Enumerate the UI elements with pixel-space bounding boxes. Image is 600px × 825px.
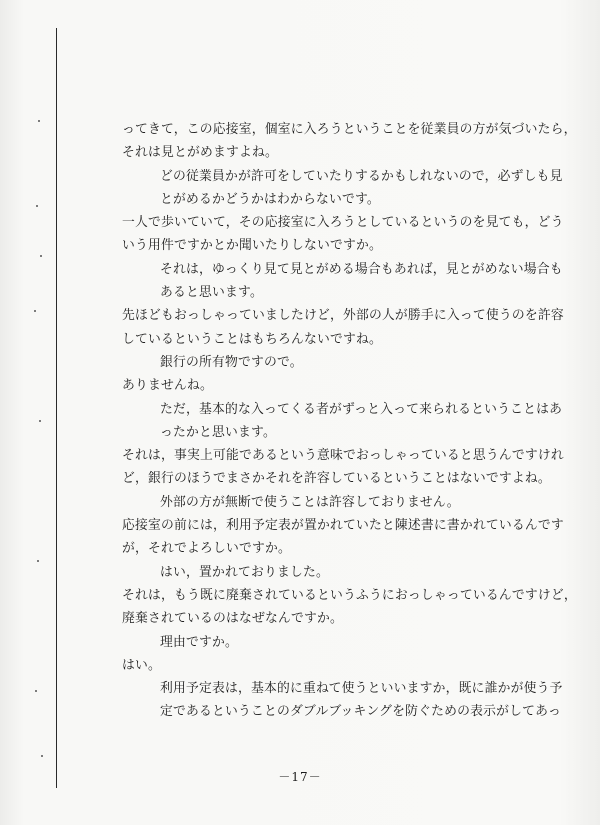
scan-speck: [39, 420, 41, 422]
scan-speck: [34, 310, 36, 312]
transcript-line: 理由ですか。: [160, 634, 238, 650]
transcript-line: 応接室の前には，利用予定表が置かれていたと陳述書に書かれているんです: [122, 518, 564, 534]
transcript-line: あると思います。: [160, 285, 263, 301]
scan-speck: [36, 205, 38, 207]
transcript-line: が，それでよろしいですか。: [122, 541, 291, 557]
transcript-line: ど，銀行のほうでまさかそれを許容しているということはないですよね。: [122, 471, 551, 487]
transcript-line: ってきて，この応接室，個室に入ろうということを従業員の方が気づいたら，: [122, 122, 577, 137]
transcript-line: ったかと思います。: [160, 424, 276, 440]
transcript-line: それは見とがめますよね。: [122, 145, 278, 161]
transcript-line: 銀行の所有物ですので。: [160, 354, 303, 370]
transcript-line: とがめるかどうかはわからないです。: [160, 191, 380, 207]
scan-speck: [41, 755, 43, 757]
transcript-line: はい。: [122, 657, 161, 673]
left-margin-line: [56, 28, 57, 788]
transcript-line: 利用予定表は，基本的に重ねて使うといいますか，既に誰かが使う予: [160, 681, 563, 697]
transcript-line: はい，置かれておりました。: [160, 564, 329, 580]
transcript-line: 廃棄されているのはなぜなんですか。: [122, 611, 343, 627]
transcript-line: ありませんね。: [122, 378, 213, 394]
transcript-line: それは，事実上可能であるという意味でおっしゃっていると思うんですけれ: [122, 448, 564, 464]
transcript-line: しているということはもちろんないですね。: [122, 331, 382, 347]
page-number: －17－: [278, 770, 322, 784]
scan-speck: [37, 560, 39, 562]
scan-speck: [35, 690, 37, 692]
scan-speck: [38, 120, 40, 122]
transcript-line: どの従業員かが許可をしていたりするかもしれないので，必ずしも見: [160, 168, 563, 184]
transcript-line: 定であるということのダブルブッキングを防ぐための表示がしてあっ: [160, 704, 561, 720]
scan-speck: [40, 255, 42, 257]
transcript-line: ただ，基本的な入ってくる者がずっと入って来られるということはあ: [160, 401, 563, 417]
transcript-body: [122, 118, 577, 724]
transcript-line: いう用件ですかとか聞いたりしないですか。: [122, 238, 382, 254]
transcript-line: 外部の方が無断で使うことは許容しておりません。: [160, 494, 460, 510]
transcript-line: 一人で歩いていて，その応接室に入ろうとしているというのを見ても，どう: [122, 215, 564, 231]
transcript-line: それは，もう既に廃棄されているというふうにおっしゃっているんですけど，: [122, 587, 577, 603]
transcript-line: それは，ゆっくり見て見とがめる場合もあれば，見とがめない場合も: [160, 261, 563, 277]
transcript-line: 先ほどもおっしゃっていましたけど，外部の人が勝手に入って使うのを許容: [122, 308, 564, 324]
